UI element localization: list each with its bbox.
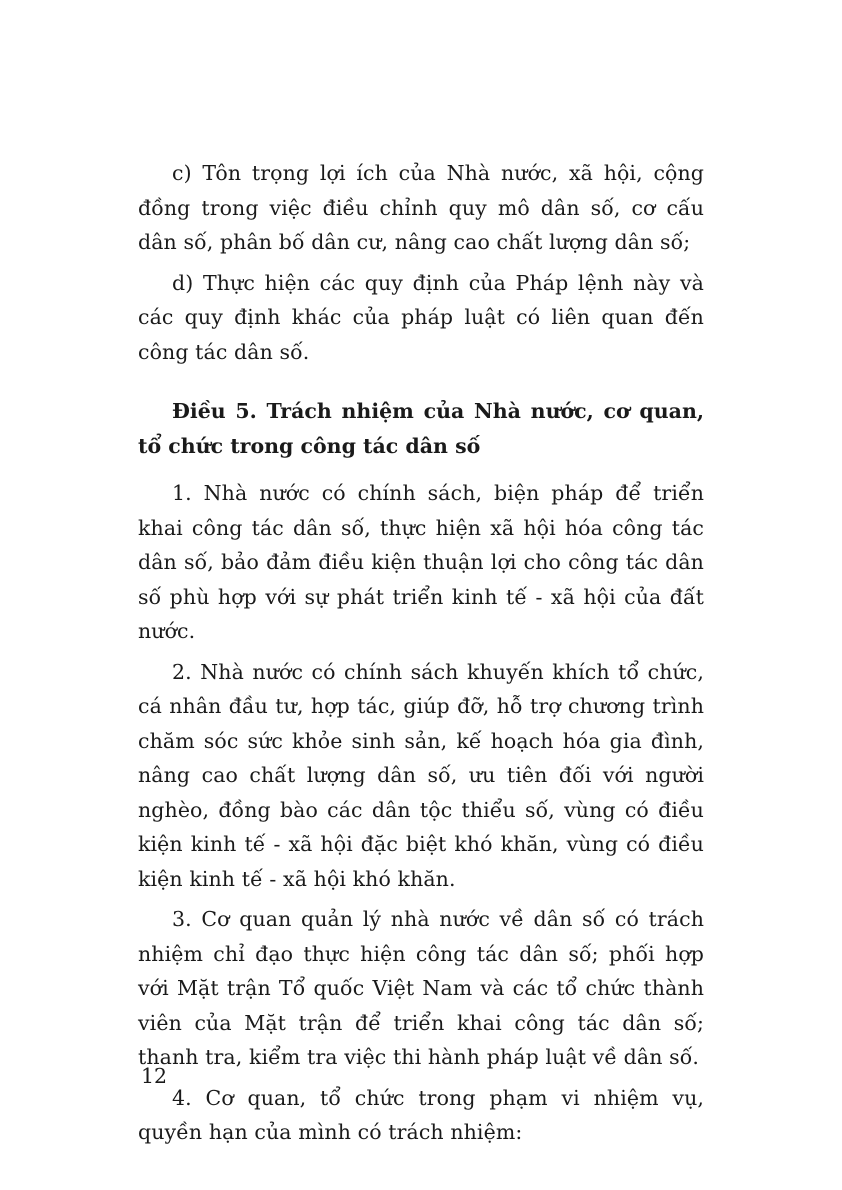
clause-3: 3. Cơ quan quản lý nhà nước về dân số có trách nhiệm chỉ đạo thực hiện công tác dân số; phối hợp với Mặt trận Tổ quốc Việt Nam và các tổ chức thành viên của Mặt trận để triển khai công tác dân số; thanh tra, kiểm tra việc thi hành pháp luật về dân số.: [138, 907, 704, 1069]
clause-4: 4. Cơ quan, tổ chức trong phạm vi nhiệm vụ, quyền hạn của mình có trách nhiệm:: [138, 1085, 704, 1144]
article-heading: Điều 5. Trách nhiệm của Nhà nước, cơ quan, tổ chức trong công tác dân số: [138, 399, 704, 458]
clause-2: 2. Nhà nước có chính sách khuyến khích tổ chức, cá nhân đầu tư, hợp tác, giúp đỡ, hỗ trợ chương trình chăm sóc sức khỏe sinh sản, kế hoạch hóa gia đình, nâng cao chất lượng dân số, ưu tiên đối với người nghèo, đồng bào các dân tộc thiểu số, vùng có điều kiện kinh tế - xã hội đặc biệt khó khăn, vùng có điều kiện kinh tế - xã hội khó khăn.: [138, 659, 704, 891]
paragraph-d: d) Thực hiện các quy định của Pháp lệnh này và các quy định khác của pháp luật có liên quan đến công tác dân số.: [138, 270, 704, 364]
page-number: 12: [141, 1064, 168, 1088]
paragraph-c: c) Tôn trọng lợi ích của Nhà nước, xã hội, cộng đồng trong việc điều chỉnh quy mô dân số, cơ cấu dân số, phân bố dân cư, nâng cao chất lượng dân số;: [138, 161, 704, 254]
clause-1: 1. Nhà nước có chính sách, biện pháp để triển khai công tác dân số, thực hiện xã hội hóa công tác dân số, bảo đảm điều kiện thuận lợi cho công tác dân số phù hợp với sự phát triển kinh tế - xã hội của đất nước.: [138, 481, 704, 643]
document-body: [138, 156, 704, 1156]
